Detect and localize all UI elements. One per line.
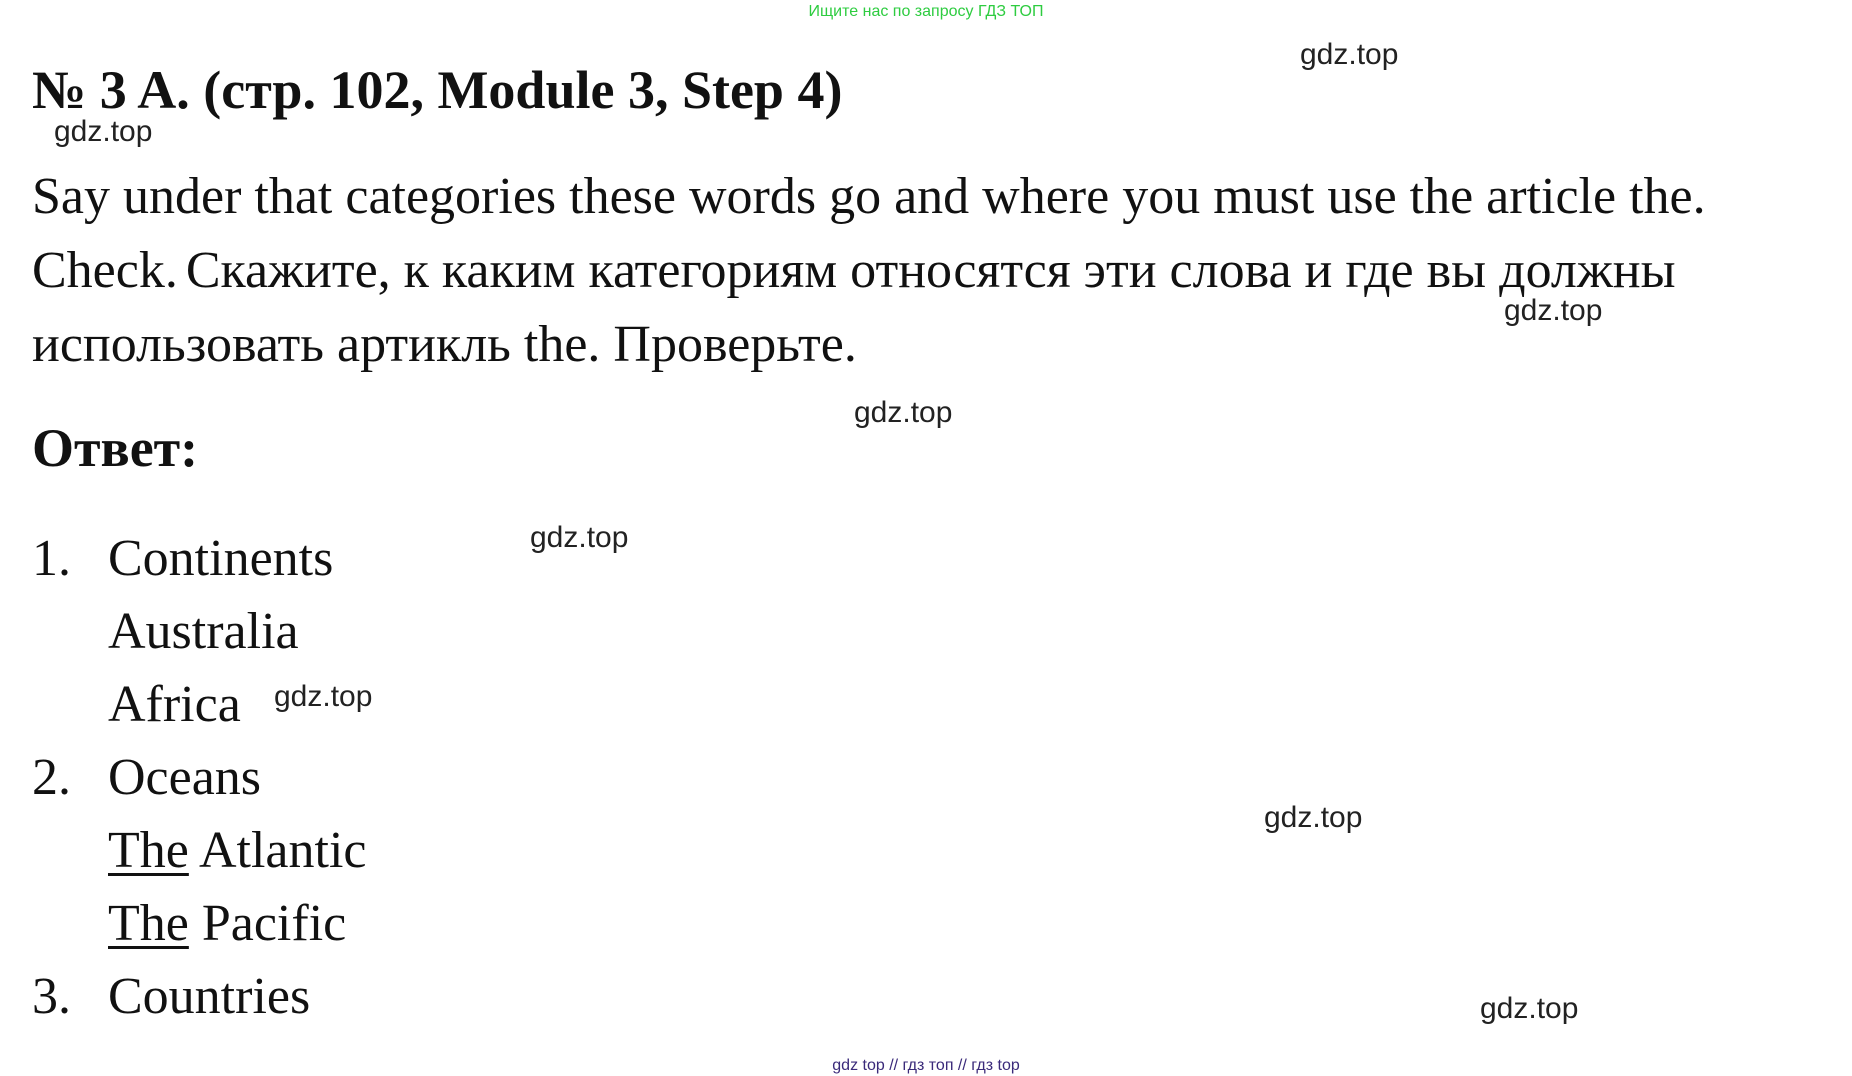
- list-item-pacific: [32, 887, 366, 960]
- word-rest: Atlantic: [188, 822, 367, 879]
- word-item: Africa: [108, 676, 241, 733]
- watermark: gdz.top: [1480, 992, 1579, 1025]
- list-item-oceans: [32, 741, 366, 814]
- category-title: Continents: [108, 530, 334, 587]
- category-title: Countries: [108, 968, 311, 1025]
- exercise-heading: № 3 A. (стр. 102, Module 3, Step 4): [32, 60, 843, 120]
- article-the: The: [108, 895, 189, 952]
- list-number: 2.: [32, 749, 71, 806]
- top-search-banner: Ищите нас по запросу ГДЗ ТОП: [808, 3, 1044, 20]
- category-title: Oceans: [108, 749, 262, 806]
- article-the: The: [108, 822, 189, 879]
- exercise-instruction: [32, 160, 1832, 382]
- instruction-russian: Скажите, к каким категориям относятся эти слова и где вы должны использовать артикль the. Проверьте.: [32, 242, 1676, 373]
- word-rest: Pacific: [188, 895, 347, 952]
- footer-banner: gdz top // гдз топ // гдз top: [832, 1057, 1020, 1074]
- list-number: 1.: [32, 530, 71, 587]
- watermark: gdz.top: [1504, 294, 1603, 327]
- watermark: gdz.top: [530, 521, 629, 554]
- list-item-countries: [32, 960, 366, 1033]
- watermark: gdz.top: [854, 396, 953, 429]
- watermark: gdz.top: [1300, 38, 1399, 71]
- list-number: 3.: [32, 968, 71, 1025]
- watermark: gdz.top: [54, 115, 153, 148]
- answer-label: Ответ:: [32, 418, 199, 478]
- word-item: [108, 887, 346, 960]
- instruction-english: Say under that categories these words go and where you must use the article the. Check.: [32, 168, 1706, 299]
- answer-list: [32, 522, 366, 1033]
- word-item: [108, 814, 366, 887]
- list-item-atlantic: [32, 814, 366, 887]
- list-item-continents: [32, 522, 366, 595]
- watermark: gdz.top: [274, 680, 373, 713]
- list-item-australia: [32, 595, 366, 668]
- watermark: gdz.top: [1264, 801, 1363, 834]
- word-item: Australia: [108, 603, 299, 660]
